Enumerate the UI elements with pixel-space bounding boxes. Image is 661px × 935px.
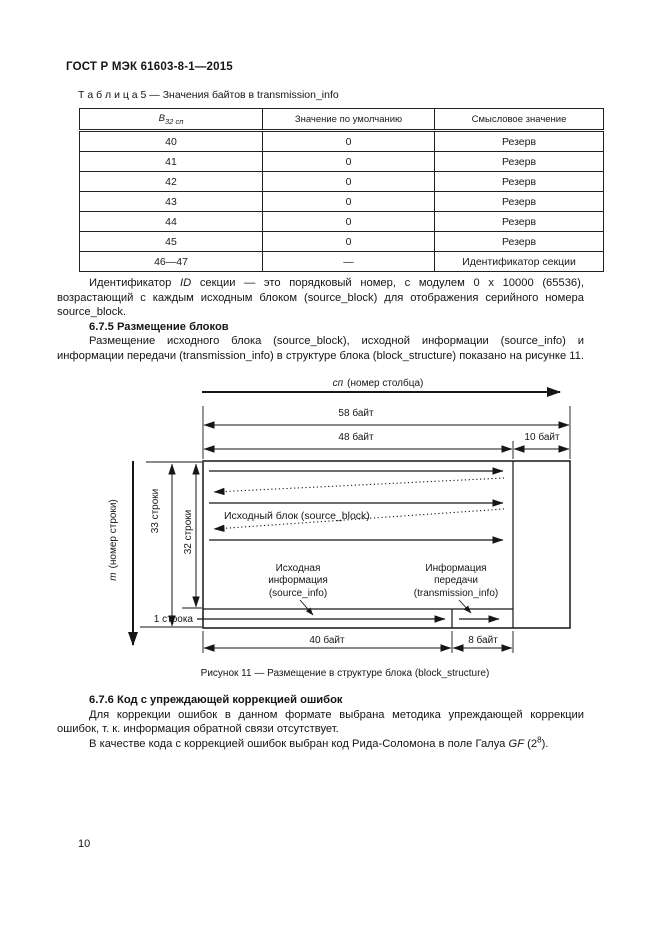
dim-8-label: 8 байт: [468, 635, 498, 646]
paragraph-fec: Для коррекции ошибок в данном формате выбрана методика упреждающей коррекции ошибок, т. к. информация обратной связи отсутствует.: [57, 708, 584, 736]
table-row: [80, 192, 604, 212]
source-info-pointer: [300, 600, 313, 615]
cell-default: 0: [263, 131, 435, 152]
cell-default: 0: [263, 232, 435, 252]
table-row: [80, 252, 604, 272]
table-header-row: [80, 109, 604, 131]
heading-6-7-6: 6.7.6 Код с упреждающей коррекцией ошибок: [89, 694, 343, 706]
cell-default: 0: [263, 172, 435, 192]
column-axis-label: сп (номер столбца): [332, 378, 424, 389]
transmission-info-label: (transmission_info): [413, 588, 499, 599]
dimension-48-10-bytes: [204, 431, 569, 459]
column-axis: [202, 377, 560, 392]
transmission-info-pointer: [459, 600, 471, 613]
paragraph-reed-solomon: [57, 737, 584, 752]
paragraph-placement: Размещение исходного блока (source_block), исходной информации (source_info) и информации передачи (transmission_info) в структуре блока (block_structure) показано на рисунке 11.: [57, 335, 584, 362]
transmission-info-label: Информация: [425, 563, 487, 574]
cell-meaning: Идентификатор секции: [435, 252, 604, 272]
dim-33-rows-label: 33 строки: [150, 488, 161, 534]
cell-meaning: Резерв: [435, 131, 604, 152]
cell-default: 0: [263, 192, 435, 212]
text-run-italic: ID: [180, 277, 192, 289]
row-1-label: 1 строка: [153, 614, 193, 625]
cell-default: 0: [263, 212, 435, 232]
block-structure-box: [203, 461, 570, 628]
text-superscript: 8: [537, 735, 542, 745]
paragraph-id-section: [57, 276, 584, 320]
source-info-label: Исходная: [275, 563, 321, 574]
doc-header: ГОСТ Р МЭК 61603-8-1—2015: [66, 61, 233, 73]
dim-10-label: 10 байт: [524, 432, 560, 443]
col-header-default: Значение по умолчанию: [263, 109, 435, 131]
dim-48-label: 48 байт: [338, 432, 374, 443]
dim-32-rows-label: 32 строки: [183, 509, 194, 555]
row-axis: [108, 461, 133, 645]
cell-meaning: Резерв: [435, 212, 604, 232]
cell-byte: 44: [80, 212, 263, 232]
section-6-7-5: [57, 276, 584, 364]
table-caption: Т а б л и ц а 5 — Значения байтов в transmission_info: [78, 89, 339, 101]
info-labels: [268, 562, 498, 615]
text-run: В качестве кода с коррекцией ошибок выбран код Рида-Соломона в поле Галуа: [89, 737, 509, 750]
section-6-7-6: [57, 693, 584, 751]
wrap-arrow-dotted: [214, 478, 504, 492]
source-block-arrows: [209, 471, 504, 540]
table-row: [80, 172, 604, 192]
cell-meaning: Резерв: [435, 232, 604, 252]
dimension-58-bytes: [203, 406, 570, 459]
cell-default: 0: [263, 152, 435, 172]
col-header-meaning: Смысловое значение: [435, 109, 604, 131]
dim-58-label: 58 байт: [338, 408, 374, 419]
table-row: [80, 212, 604, 232]
page-number: 10: [78, 838, 91, 850]
dimension-32-rows: [182, 464, 202, 608]
text-run: Идентификатор: [89, 277, 180, 289]
cell-byte: 46—47: [80, 252, 263, 272]
text-run-italic: GF: [508, 737, 525, 750]
col-header-byte: $В_{32 сп}$: [80, 109, 263, 131]
cell-byte: 42: [80, 172, 263, 192]
text-run: секции — это порядковый номер, с модулем 0 х 10000 (65536), возрастающий с каждым исходным блоком (source_block) для отображения серийного номера source_block.: [57, 277, 584, 319]
block-structure-figure: [95, 372, 595, 668]
cell-meaning: Резерв: [435, 172, 604, 192]
cell-byte: 41: [80, 152, 263, 172]
text-run: (2: [524, 737, 538, 750]
dimension-40-8-bytes: [203, 631, 513, 653]
figure-caption: Рисунок 11 — Размещение в структуре блока (block_structure): [200, 668, 490, 679]
row-axis-label: m(номер строки): [108, 499, 119, 581]
cell-default: —: [263, 252, 435, 272]
transmission-info-table: [79, 108, 604, 272]
bottom-row: [154, 614, 499, 625]
cell-byte: 40: [80, 131, 263, 152]
cell-byte: 43: [80, 192, 263, 212]
table-row: [80, 131, 604, 152]
cell-meaning: Резерв: [435, 192, 604, 212]
cell-byte: 45: [80, 232, 263, 252]
table-row: [80, 232, 604, 252]
text-run: ).: [541, 737, 549, 750]
dim-40-label: 40 байт: [309, 635, 345, 646]
transmission-info-label: передачи: [434, 575, 478, 586]
source-block-label: Исходный блок (source_block): [224, 510, 370, 522]
source-info-label: (source_info): [268, 588, 328, 599]
cell-meaning: Резерв: [435, 152, 604, 172]
table-row: [80, 152, 604, 172]
source-info-label: информация: [268, 575, 328, 586]
heading-6-7-5: 6.7.5 Размещение блоков: [89, 320, 229, 333]
